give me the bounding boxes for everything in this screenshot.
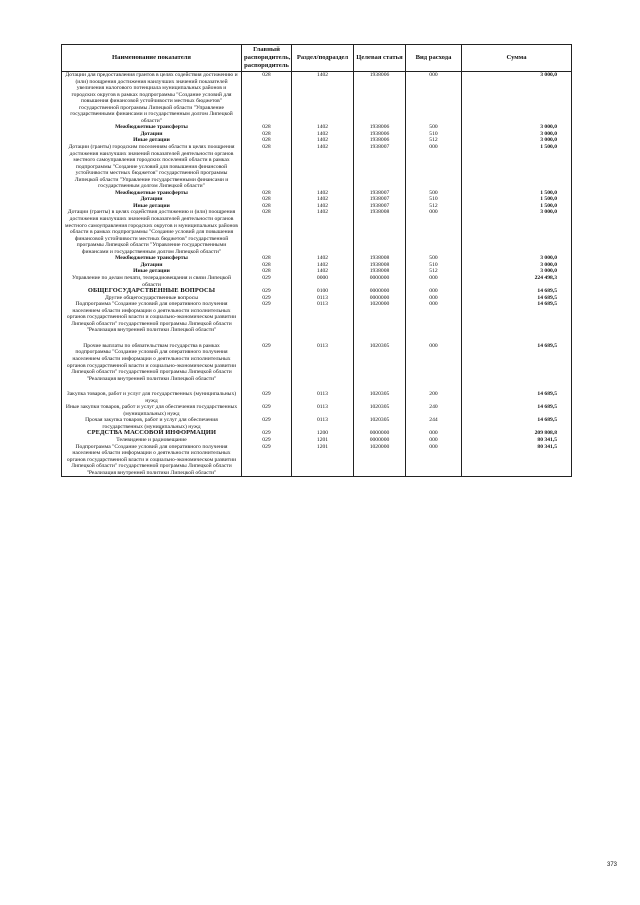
row-name: Дотации для предоставления грантов в целях содействия достижению и (или) поощрения достижения наилучших значений показателей увеличения налогового потенциала муниципальных районов и городских округов в рамках подпрограммы "Создание условий для повышения финансовой устойчивости местных бюджетов" государственной программы Липецкой области "Управление государственными финансами и государственным долгом Липецкой области"	[62, 72, 242, 125]
row-section: 1402	[292, 137, 354, 144]
row-sum: 3 000,0	[462, 124, 572, 131]
row-target: 1938006	[354, 137, 406, 144]
row-target: 1938008	[354, 209, 406, 255]
header-admin: Главный распорядитель, распорядитель	[242, 45, 292, 72]
row-admin: 028	[242, 262, 292, 269]
spacer-row	[62, 334, 572, 343]
row-expense: 244	[406, 417, 462, 430]
table-row	[62, 72, 572, 125]
row-target: 1020305	[354, 343, 406, 382]
row-sum: 224 498,3	[462, 275, 572, 288]
row-target: 1020000	[354, 444, 406, 477]
row-sum: 1 500,0	[462, 144, 572, 190]
row-expense: 240	[406, 404, 462, 417]
row-target: 0000000	[354, 430, 406, 437]
row-expense: 000	[406, 275, 462, 288]
row-expense: 000	[406, 343, 462, 382]
row-admin: 028	[242, 196, 292, 203]
row-name: СРЕДСТВА МАССОВОЙ ИНФОРМАЦИИ	[62, 430, 242, 437]
row-section: 1402	[292, 131, 354, 138]
row-expense: 500	[406, 190, 462, 197]
table-row	[62, 391, 572, 404]
row-sum: 3 000,0	[462, 137, 572, 144]
row-target: 0000000	[354, 275, 406, 288]
row-admin: 029	[242, 288, 292, 295]
row-name: Иные закупки товаров, работ и услуг для обеспечения государственных (муниципальных) нужд	[62, 404, 242, 417]
row-sum: 14 689,5	[462, 301, 572, 334]
row-expense: 510	[406, 262, 462, 269]
row-target: 0000000	[354, 288, 406, 295]
row-expense: 000	[406, 444, 462, 477]
row-expense: 512	[406, 268, 462, 275]
row-sum: 3 000,0	[462, 255, 572, 262]
row-name: Прочие выплаты по обязательствам государства в рамках подпрограммы "Создание условий для оперативного получения населением области информации о деятельности исполнительных органов государственной власти и социально-экономическом развитии Липецкой области" государственной программы Липецкой области "Реализация внутренней политики Липецкой области"	[62, 343, 242, 382]
row-section: 0113	[292, 301, 354, 334]
budget-table-container	[61, 44, 571, 477]
row-expense: 000	[406, 430, 462, 437]
row-section: 0113	[292, 343, 354, 382]
row-name: Другие общегосударственные вопросы	[62, 295, 242, 302]
row-sum: 3 000,0	[462, 268, 572, 275]
row-admin: 028	[242, 137, 292, 144]
row-name: ОБЩЕГОСУДАРСТВЕННЫЕ ВОПРОСЫ	[62, 288, 242, 295]
row-admin: 028	[242, 124, 292, 131]
row-admin: 028	[242, 144, 292, 190]
row-admin: 029	[242, 404, 292, 417]
row-admin: 029	[242, 295, 292, 302]
row-name: Закупка товаров, работ и услуг для государственных (муниципальных) нужд	[62, 391, 242, 404]
row-target: 1938008	[354, 268, 406, 275]
table-row	[62, 343, 572, 382]
row-target: 1938007	[354, 196, 406, 203]
row-section: 1402	[292, 190, 354, 197]
table-row	[62, 144, 572, 190]
header-expense: Вид расхода	[406, 45, 462, 72]
row-target: 1938007	[354, 144, 406, 190]
row-admin: 029	[242, 417, 292, 430]
row-name: Дотации	[62, 131, 242, 138]
table-row	[62, 301, 572, 334]
row-admin: 029	[242, 391, 292, 404]
row-section: 1402	[292, 196, 354, 203]
row-section: 1402	[292, 262, 354, 269]
row-target: 0000000	[354, 295, 406, 302]
row-name: Телевидение и радиовещание	[62, 437, 242, 444]
row-section: 0113	[292, 404, 354, 417]
row-section: 1402	[292, 72, 354, 125]
row-section: 1402	[292, 203, 354, 210]
spacer-row	[62, 382, 572, 391]
row-target: 1938007	[354, 190, 406, 197]
row-expense: 510	[406, 196, 462, 203]
header-sum: Сумма	[462, 45, 572, 72]
row-target: 1020000	[354, 301, 406, 334]
table-row	[62, 404, 572, 417]
table-header-row	[62, 45, 572, 72]
row-admin: 029	[242, 437, 292, 444]
row-target: 1938008	[354, 262, 406, 269]
row-expense: 000	[406, 437, 462, 444]
row-expense: 000	[406, 144, 462, 190]
row-admin: 029	[242, 444, 292, 477]
row-name: Дотации (гранты) городским поселениям области в целях поощрения достижения наилучших значений показателей деятельности органов местного самоуправления городских поселений области в рамках подпрограммы "Создание условий для повышения финансовой устойчивости местных бюджетов" государственной программы Липецкой области "Управление государственными финансами и государственным долгом Липецкой области"	[62, 144, 242, 190]
row-name: Межбюджетные трансферты	[62, 190, 242, 197]
row-sum: 1 500,0	[462, 203, 572, 210]
row-section: 1200	[292, 430, 354, 437]
row-expense: 512	[406, 137, 462, 144]
row-expense: 000	[406, 301, 462, 334]
row-sum: 3 000,0	[462, 131, 572, 138]
row-expense: 510	[406, 131, 462, 138]
row-sum: 209 808,8	[462, 430, 572, 437]
row-target: 1020305	[354, 404, 406, 417]
row-name: Межбюджетные трансферты	[62, 124, 242, 131]
row-name: Подпрограмма "Создание условий для оперативного получения населением области информации о деятельности исполнительных органов государственной власти и социально-экономическом развитии Липецкой области" государственной программы Липецкой области "Реализация внутренней политики Липецкой области"	[62, 301, 242, 334]
row-section: 1402	[292, 255, 354, 262]
row-target: 1938006	[354, 72, 406, 125]
row-target: 1938008	[354, 255, 406, 262]
row-admin: 029	[242, 275, 292, 288]
row-section: 0000	[292, 275, 354, 288]
row-sum: 14 689,5	[462, 391, 572, 404]
row-target: 1938007	[354, 203, 406, 210]
row-sum: 3 000,0	[462, 262, 572, 269]
row-target: 1938006	[354, 124, 406, 131]
row-section: 1201	[292, 444, 354, 477]
page-number: 373	[607, 862, 618, 868]
row-name: Иные дотации	[62, 137, 242, 144]
row-name: Иные дотации	[62, 268, 242, 275]
row-admin: 028	[242, 255, 292, 262]
row-target: 1938006	[354, 131, 406, 138]
row-sum: 14 689,5	[462, 288, 572, 295]
row-section: 1402	[292, 144, 354, 190]
row-sum: 3 000,0	[462, 72, 572, 125]
row-name: Дотации (гранты) в целях содействия достижению и (или) поощрения достижения наилучших значений показателей деятельности органов местного самоуправления городских округов и муниципальных районов области в рамках подпрограммы "Создание условий для повышения финансовой устойчивости местных бюджетов" государственной программы Липецкой области "Управление государственными финансами и государственным долгом Липецкой области"	[62, 209, 242, 255]
row-sum: 3 000,0	[462, 209, 572, 255]
row-sum: 14 689,5	[462, 295, 572, 302]
row-section: 0100	[292, 288, 354, 295]
row-sum: 1 500,0	[462, 190, 572, 197]
row-section: 0113	[292, 391, 354, 404]
row-admin: 028	[242, 190, 292, 197]
row-sum: 80 341,5	[462, 437, 572, 444]
row-expense: 000	[406, 209, 462, 255]
row-admin: 028	[242, 203, 292, 210]
row-section: 0113	[292, 417, 354, 430]
row-name: Дотации	[62, 196, 242, 203]
row-name: Межбюджетные трансферты	[62, 255, 242, 262]
row-expense: 500	[406, 255, 462, 262]
row-admin: 028	[242, 268, 292, 275]
row-admin: 028	[242, 131, 292, 138]
row-section: 1402	[292, 209, 354, 255]
row-admin: 029	[242, 301, 292, 334]
header-target: Целевая статья	[354, 45, 406, 72]
row-target: 1020305	[354, 417, 406, 430]
row-section: 1201	[292, 437, 354, 444]
row-name: Управление по делам печати, телерадиовещания и связи Липецкой области	[62, 275, 242, 288]
row-expense: 200	[406, 391, 462, 404]
row-admin: 028	[242, 72, 292, 125]
row-section: 1402	[292, 124, 354, 131]
table-row	[62, 209, 572, 255]
row-expense: 000	[406, 295, 462, 302]
row-name: Подпрограмма "Создание условий для оперативного получения населением области информации о деятельности исполнительных органов государственной власти и социально-экономическом развитии Липецкой области" государственной программы Липецкой области "Реализация внутренней политики Липецкой области"	[62, 444, 242, 477]
budget-table	[61, 44, 572, 477]
row-section: 1402	[292, 268, 354, 275]
row-sum: 14 689,5	[462, 343, 572, 382]
row-name: Прочая закупка товаров, работ и услуг для обеспечения государственных (муниципальных) нужд	[62, 417, 242, 430]
row-expense: 500	[406, 124, 462, 131]
row-admin: 029	[242, 430, 292, 437]
row-name: Дотации	[62, 262, 242, 269]
row-expense: 000	[406, 288, 462, 295]
header-section: Раздел/подраздел	[292, 45, 354, 72]
row-admin: 028	[242, 209, 292, 255]
row-target: 1020305	[354, 391, 406, 404]
row-sum: 80 341,5	[462, 444, 572, 477]
row-sum: 14 689,5	[462, 417, 572, 430]
table-row	[62, 444, 572, 477]
row-section: 0113	[292, 295, 354, 302]
row-expense: 512	[406, 203, 462, 210]
header-name: Наименование показателя	[62, 45, 242, 72]
row-target: 0000000	[354, 437, 406, 444]
row-sum: 1 500,0	[462, 196, 572, 203]
row-sum: 14 689,5	[462, 404, 572, 417]
row-admin: 029	[242, 343, 292, 382]
row-name: Иные дотации	[62, 203, 242, 210]
row-expense: 000	[406, 72, 462, 125]
